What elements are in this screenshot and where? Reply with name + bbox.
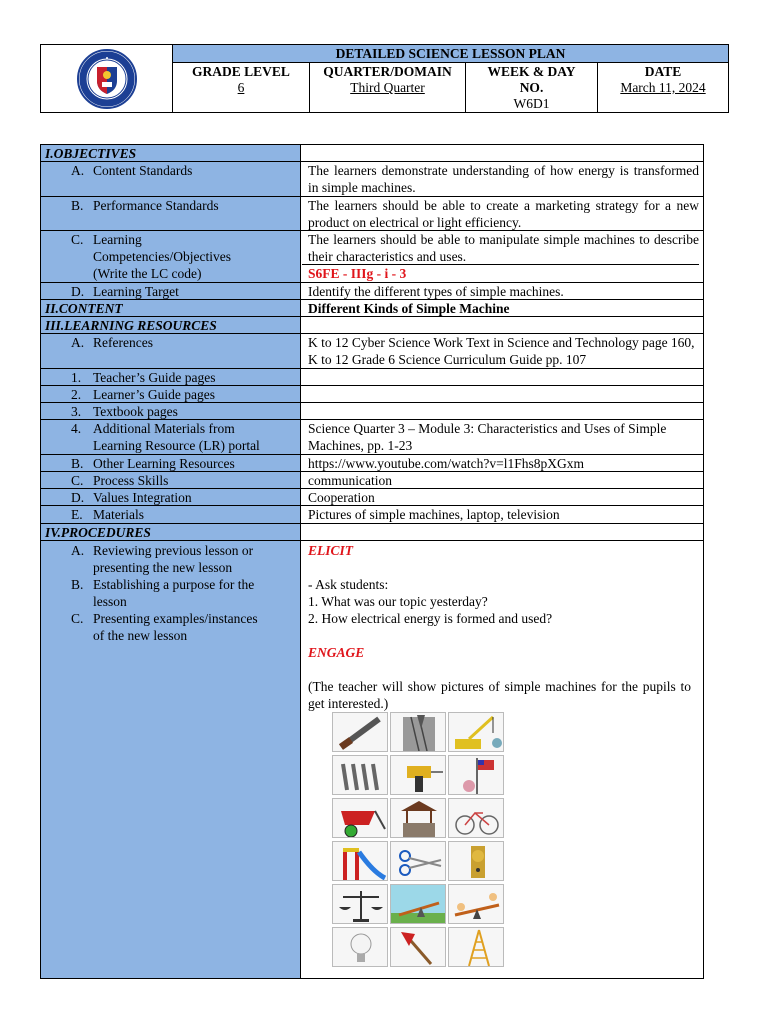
learners-guide-row	[41, 386, 703, 403]
item-marker: C.	[71, 232, 84, 247]
materials-row	[41, 506, 703, 524]
quarter-value: Third Quarter	[350, 80, 425, 95]
textbook-pages-label: Textbook pages	[93, 404, 178, 419]
ask-students: - Ask students:	[308, 577, 389, 592]
learning-competencies-label-2: Competencies/Objectives	[93, 249, 231, 264]
seesaw-park-picture	[390, 884, 446, 924]
procedures-heading-row	[41, 524, 703, 541]
additional-materials-label-2: Learning Resource (LR) portal	[93, 438, 260, 453]
content-row	[41, 300, 703, 317]
reviewing-lesson-label-1: Reviewing previous lesson or	[93, 543, 254, 558]
values-integration-label: Values Integration	[93, 490, 192, 505]
wishing-well-picture	[390, 798, 446, 838]
values-integration-text: Cooperation	[308, 490, 375, 505]
week-day-cell	[466, 63, 598, 112]
additional-materials-row	[41, 420, 703, 455]
learning-competencies-text: The learners should be able to manipulate simple machines to describe their characteristics and uses.	[302, 231, 699, 265]
drill-picture	[390, 755, 446, 795]
date-label: DATE	[644, 64, 682, 79]
values-integration-row	[41, 489, 703, 506]
objectives-heading: I.OBJECTIVES	[45, 146, 137, 161]
axe-picture	[390, 927, 446, 967]
content-standards-row	[41, 162, 703, 197]
item-marker: B.	[71, 577, 84, 592]
references-row	[41, 334, 703, 369]
item-marker: C.	[71, 611, 84, 626]
scissors-picture	[390, 841, 446, 881]
light-bulb-picture	[332, 927, 388, 967]
process-skills-label: Process Skills	[93, 473, 169, 488]
learning-target-text: Identify the different types of simple machines.	[308, 284, 564, 299]
quarter-cell	[310, 63, 466, 112]
item-marker: B.	[71, 456, 84, 471]
learning-competencies-label-3: (Write the LC code)	[93, 266, 202, 281]
lesson-plan-title: DETAILED SCIENCE LESSON PLAN	[173, 45, 728, 63]
week-day-label-no: NO.	[519, 80, 544, 95]
learning-competencies-label-1: Learning	[93, 232, 142, 247]
process-skills-row	[41, 472, 703, 489]
content-standards-label: Content Standards	[93, 163, 193, 178]
performance-standards-label: Performance Standards	[93, 198, 219, 213]
grade-level-value: 6	[237, 80, 245, 95]
item-marker: 1.	[71, 370, 82, 385]
presenting-examples-label-2: of the new lesson	[93, 628, 188, 643]
lesson-plan-header	[40, 44, 729, 113]
establishing-purpose-label-1: Establishing a purpose for the	[93, 577, 255, 592]
knife-picture	[332, 712, 388, 752]
references-text: K to 12 Cyber Science Work Text in Science and Technology page 160, K to 12 Grade 6 Science Curriculum Guide pp. 107	[308, 335, 695, 367]
resources-heading: III.LEARNING RESOURCES	[45, 318, 217, 333]
learning-target-label: Learning Target	[93, 284, 179, 299]
additional-materials-label-1: Additional Materials from	[93, 421, 235, 436]
grade-level-cell	[173, 63, 310, 112]
materials-label: Materials	[93, 507, 144, 522]
deped-seal-logo	[73, 48, 141, 110]
engage-text: (The teacher will show pictures of simple machines for the pupils to get interested.)	[308, 679, 691, 711]
item-marker: B.	[71, 198, 84, 213]
item-marker: 4.	[71, 421, 82, 436]
performance-standards-text: The learners should be able to create a marketing strategy for a new product on electrical or light efficiency.	[308, 198, 699, 230]
procedures-steps	[41, 542, 301, 644]
content-text: Different Kinds of Simple Machine	[308, 301, 510, 316]
teachers-guide-label: Teacher’s Guide pages	[93, 370, 216, 385]
procedures-heading: IV.PROCEDURES	[45, 525, 151, 540]
deped-seal-cell	[41, 45, 173, 112]
item-marker: A.	[71, 163, 85, 178]
item-marker: 3.	[71, 404, 82, 419]
quarter-label: QUARTER/DOMAIN	[323, 64, 452, 79]
lc-code: S6FE - IIIg - i - 3	[308, 266, 407, 281]
balance-scale-picture	[332, 884, 388, 924]
item-marker: 2.	[71, 387, 82, 402]
learning-competencies-row	[41, 231, 703, 283]
log-wedge-picture	[390, 712, 446, 752]
learners-guide-label: Learner’s Guide pages	[93, 387, 215, 402]
crane-picture	[448, 712, 504, 752]
other-resources-link[interactable]: https://www.youtube.com/watch?v=l1Fhs8pXGxm	[308, 456, 584, 471]
item-marker: C.	[71, 473, 84, 488]
presenting-examples-label-1: Presenting examples/instances	[93, 611, 258, 626]
other-resources-row	[41, 455, 703, 472]
item-marker: D.	[71, 284, 85, 299]
doorknob-picture	[448, 841, 504, 881]
flagpole-pulley-picture	[448, 755, 504, 795]
lesson-plan-table	[40, 144, 704, 979]
materials-text: Pictures of simple machines, laptop, television	[308, 507, 560, 522]
screws-picture	[332, 755, 388, 795]
item-marker: A.	[71, 543, 85, 558]
item-marker: E.	[71, 507, 83, 522]
procedures-content	[302, 542, 699, 712]
item-marker: A.	[71, 335, 85, 350]
elicit-heading: ELICIT	[308, 543, 354, 558]
date-cell	[598, 63, 728, 112]
seesaw-picture	[448, 884, 504, 924]
bicycle-picture	[448, 798, 504, 838]
performance-standards-row	[41, 197, 703, 231]
item-marker: D.	[71, 490, 85, 505]
establishing-purpose-label-2: lesson	[93, 594, 127, 609]
date-value: March 11, 2024	[620, 80, 706, 95]
question-1: 1. What was our topic yesterday?	[308, 594, 488, 609]
reviewing-lesson-label-2: presenting the new lesson	[93, 560, 233, 575]
references-label: References	[93, 335, 153, 350]
week-day-label: WEEK & DAY	[487, 64, 576, 79]
wheelbarrow-picture	[332, 798, 388, 838]
content-standards-text: The learners demonstrate understanding of how energy is transformed in simple machines.	[308, 163, 699, 195]
process-skills-text: communication	[308, 473, 392, 488]
week-day-value: W6D1	[513, 96, 550, 111]
question-2: 2. How electrical energy is formed and used?	[308, 611, 553, 626]
ladder-picture	[448, 927, 504, 967]
teachers-guide-row	[41, 369, 703, 386]
additional-materials-text: Science Quarter 3 – Module 3: Characteristics and Uses of Simple Machines, pp. 1-23	[308, 421, 667, 453]
learning-target-row	[41, 283, 703, 300]
textbook-pages-row	[41, 403, 703, 420]
grade-level-label: GRADE LEVEL	[192, 64, 290, 79]
other-resources-label: Other Learning Resources	[93, 456, 235, 471]
resources-heading-row	[41, 317, 703, 334]
objectives-heading-row	[41, 145, 703, 162]
content-heading: II.CONTENT	[45, 301, 123, 316]
engage-heading: ENGAGE	[308, 645, 365, 660]
slide-picture	[332, 841, 388, 881]
